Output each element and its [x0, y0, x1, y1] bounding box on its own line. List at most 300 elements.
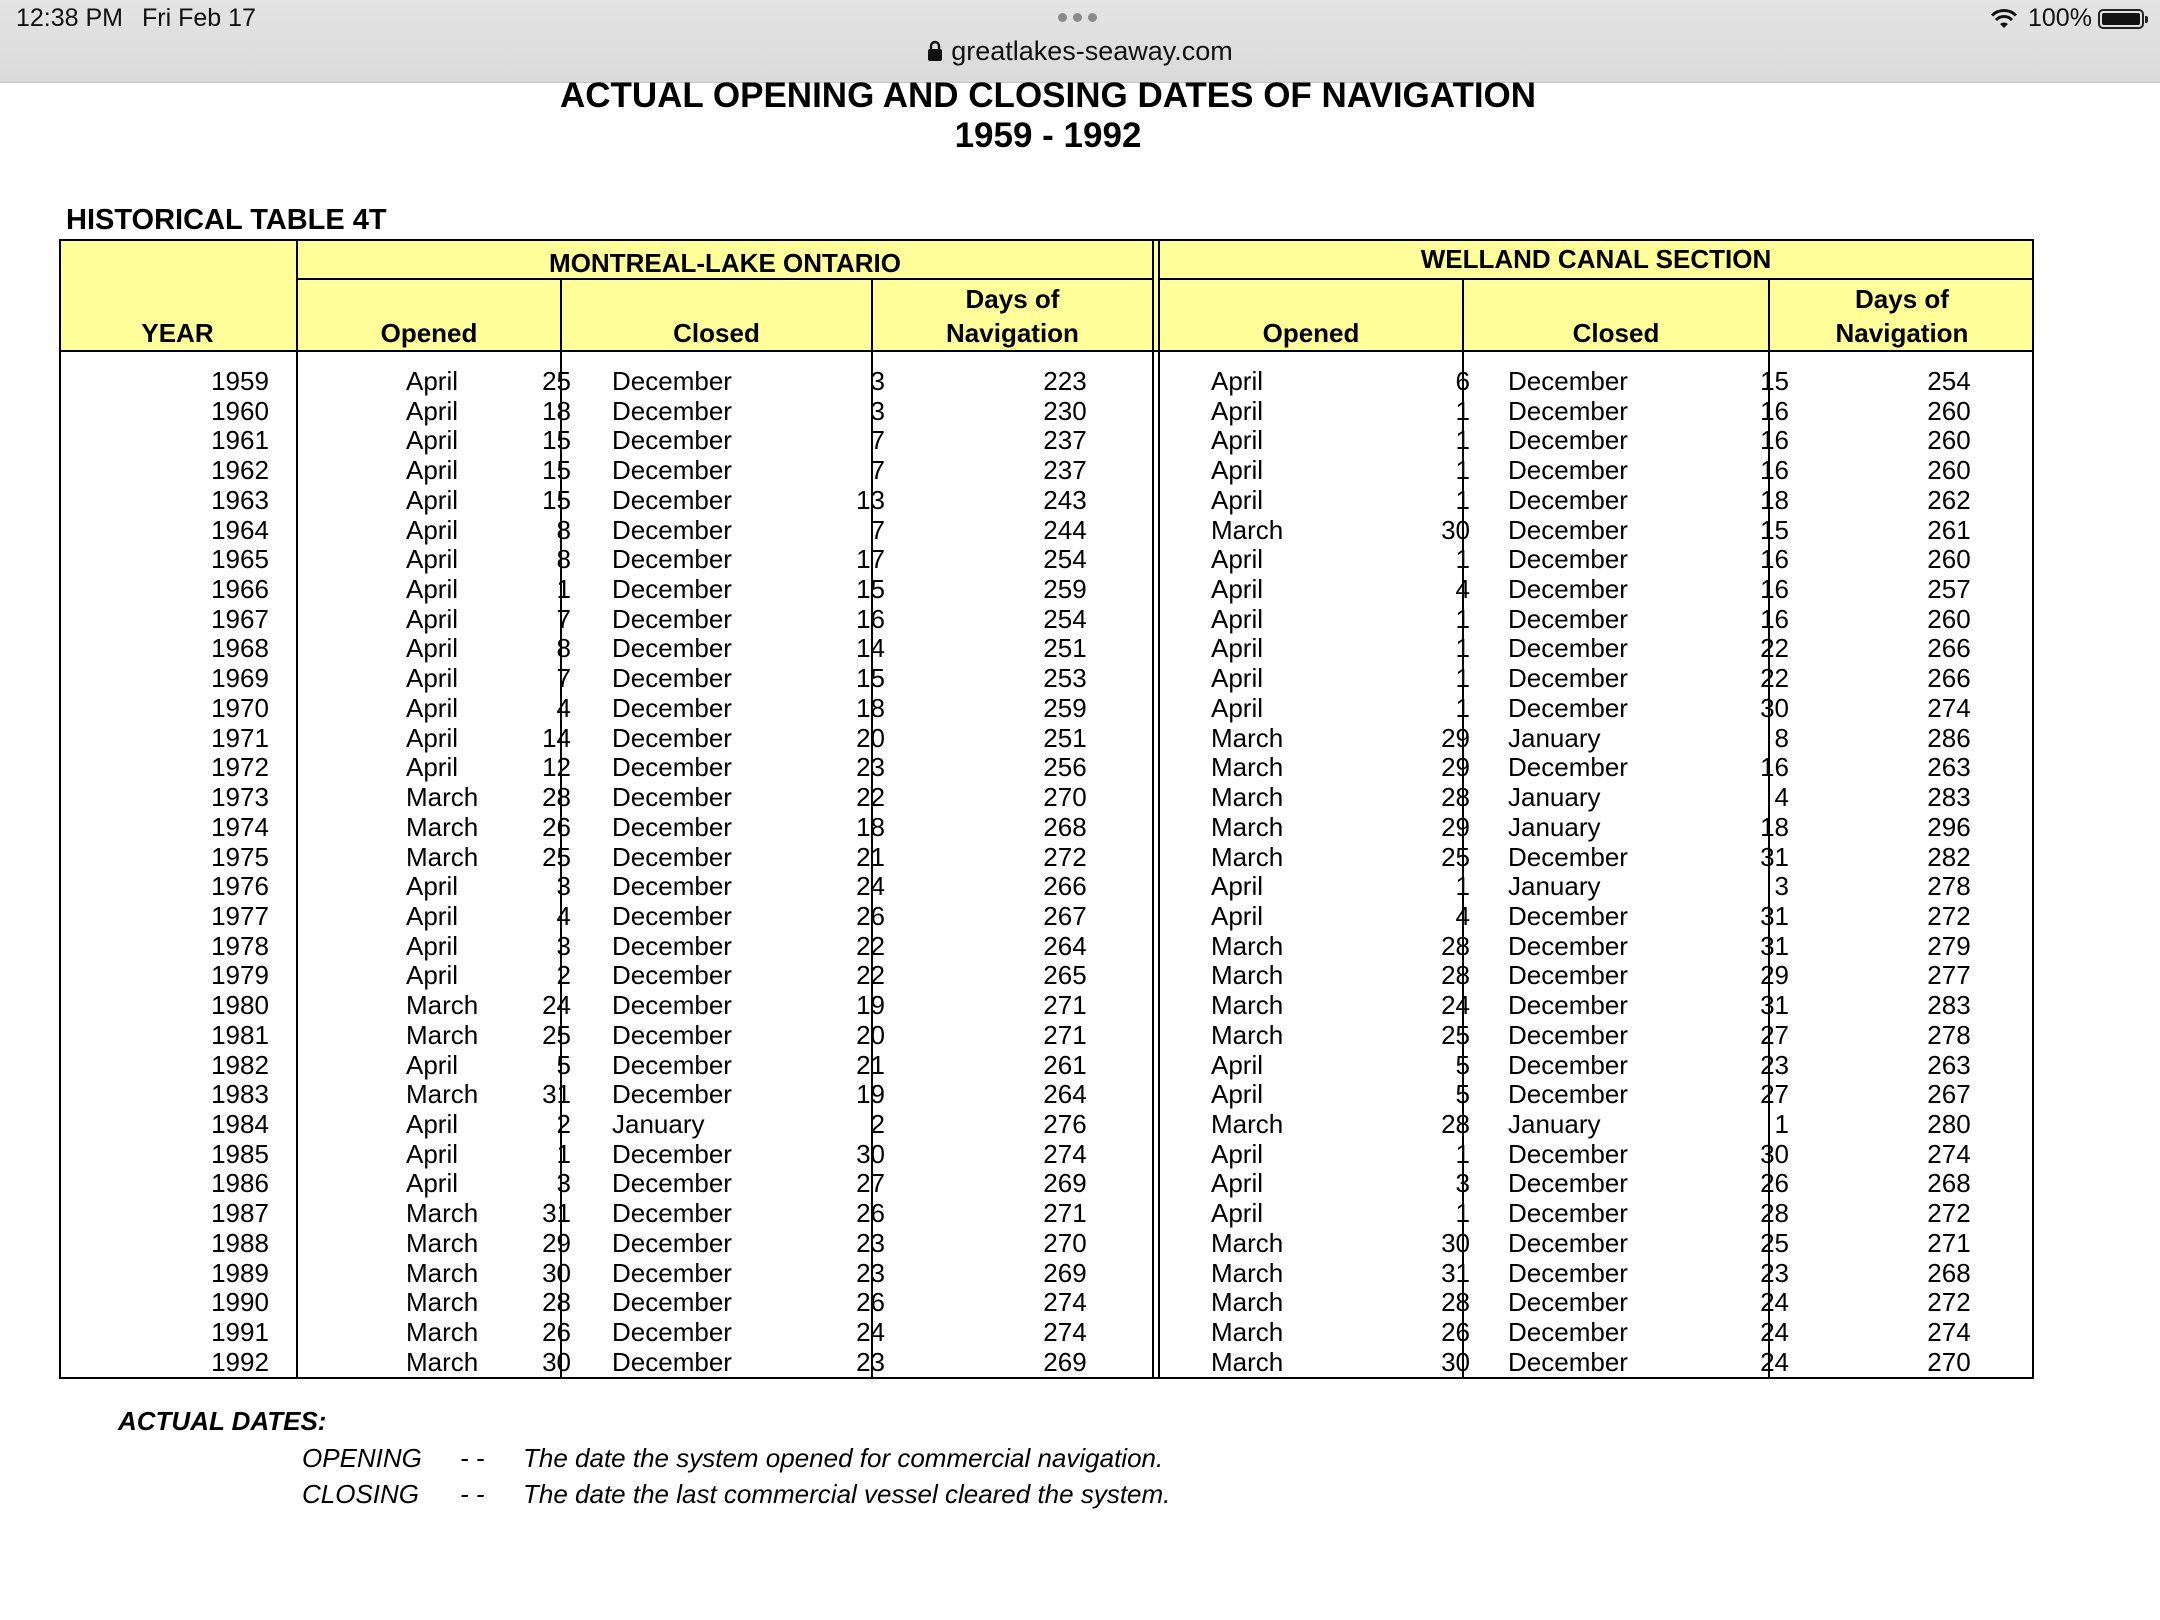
wel-closed-month-cell: December [1508, 544, 1628, 575]
group-divider-line [1159, 278, 2034, 280]
year-cell: 1961 [211, 425, 269, 456]
mlo-opened-day-cell: 4 [556, 692, 571, 723]
mlo-closed-day-cell: 23 [856, 1227, 885, 1258]
wel-closed-day-cell: 1 [1774, 1108, 1789, 1139]
mlo-closed-month-cell: December [612, 782, 732, 813]
year-cell: 1962 [211, 455, 269, 486]
table-row [59, 842, 2034, 872]
mlo-opened-month-cell: March [406, 990, 479, 1021]
wel-days-cell: 257 [1927, 574, 1971, 605]
mlo-opened-day-cell: 31 [542, 1079, 571, 1110]
wel-opened-day-cell: 26 [1441, 1317, 1470, 1347]
page-title: ACTUAL OPENING AND CLOSING DATES OF NAVIGATION [559, 76, 1537, 115]
wel-closed-day-cell: 16 [1760, 603, 1789, 634]
mlo-days-cell: 264 [1043, 930, 1087, 961]
mlo-days-cell: 223 [1043, 366, 1087, 396]
mlo-opened-day-cell: 2 [556, 960, 571, 991]
mlo-opened-month-cell: April [406, 871, 459, 902]
wel-closed-day-cell: 30 [1760, 692, 1789, 723]
year-cell: 1981 [211, 1019, 269, 1050]
mlo-closed-day-cell: 14 [856, 633, 885, 664]
wel-opened-day-cell: 1 [1455, 544, 1470, 575]
mlo-closed-month-cell: December [612, 1138, 732, 1169]
mlo-days-cell: 271 [1043, 1019, 1087, 1050]
wel-opened-day-cell: 5 [1455, 1079, 1470, 1110]
mlo-opened-month-cell: April [406, 900, 459, 931]
wel-opened-month-cell: March [1211, 811, 1284, 842]
mlo-closed-day-cell: 23 [856, 1346, 885, 1377]
mlo-days-cell: 267 [1043, 900, 1087, 931]
mlo-closed-month-cell: December [612, 663, 732, 694]
year-cell: 1992 [211, 1346, 269, 1377]
column-header-closed: Closed [673, 318, 760, 348]
wel-opened-month-cell: April [1211, 1049, 1264, 1080]
wel-closed-month-cell: December [1508, 1257, 1628, 1288]
mlo-closed-day-cell: 13 [856, 484, 885, 515]
mlo-opened-month-cell: March [406, 1198, 479, 1229]
wel-closed-day-cell: 23 [1760, 1049, 1789, 1080]
mlo-opened-day-cell: 15 [542, 425, 571, 456]
wel-closed-day-cell: 24 [1760, 1317, 1789, 1347]
wel-opened-day-cell: 1 [1455, 395, 1470, 426]
mlo-opened-month-cell: April [406, 752, 459, 783]
wel-closed-day-cell: 25 [1760, 1227, 1789, 1258]
wel-opened-day-cell: 28 [1441, 930, 1470, 961]
mlo-days-cell: 274 [1043, 1287, 1087, 1318]
mlo-opened-day-cell: 1 [556, 574, 571, 605]
mlo-opened-month-cell: April [406, 1108, 459, 1139]
mlo-closed-month-cell: December [612, 1227, 732, 1258]
wel-closed-month-cell: December [1508, 841, 1628, 872]
battery-percent: 100% [2028, 4, 2092, 32]
wel-opened-month-cell: April [1211, 663, 1264, 694]
mlo-days-cell: 269 [1043, 1346, 1087, 1377]
mlo-closed-month-cell: December [612, 395, 732, 426]
status-time: 12:38 PM [16, 4, 124, 32]
mlo-opened-day-cell: 3 [556, 871, 571, 902]
mlo-opened-day-cell: 7 [556, 663, 571, 694]
mlo-opened-month-cell: April [406, 633, 459, 664]
column-header-opened-welland: Opened [1262, 318, 1360, 348]
mlo-days-cell: 244 [1043, 514, 1087, 545]
wel-closed-day-cell: 23 [1760, 1257, 1789, 1288]
mlo-closed-month-cell: December [612, 1168, 732, 1199]
wel-opened-day-cell: 1 [1455, 692, 1470, 723]
wel-closed-month-cell: December [1508, 574, 1628, 605]
year-cell: 1971 [211, 722, 269, 753]
table-row [59, 723, 2034, 753]
mlo-closed-day-cell: 7 [870, 425, 885, 456]
mlo-opened-month-cell: April [406, 722, 459, 753]
wel-closed-month-cell: December [1508, 455, 1628, 486]
wel-closed-month-cell: December [1508, 960, 1628, 991]
table-row [59, 1258, 2034, 1288]
group-header-welland: WELLAND CANAL SECTION [1420, 244, 1772, 274]
wel-opened-month-cell: March [1211, 752, 1284, 783]
mlo-opened-month-cell: April [406, 1138, 459, 1169]
mlo-opened-day-cell: 5 [556, 1049, 571, 1080]
mlo-opened-day-cell: 31 [542, 1198, 571, 1229]
year-cell: 1988 [211, 1227, 269, 1258]
table-row [59, 693, 2034, 723]
year-cell: 1991 [211, 1317, 269, 1347]
wel-closed-month-cell: December [1508, 900, 1628, 931]
mlo-days-cell: 274 [1043, 1317, 1087, 1347]
wel-days-cell: 260 [1927, 455, 1971, 486]
note-opening-text: The date the system opened for commercial navigation. [523, 1443, 1164, 1473]
wel-closed-month-cell: December [1508, 1287, 1628, 1318]
header-bottom-line [59, 350, 2034, 352]
mlo-days-cell: 266 [1043, 871, 1087, 902]
mlo-closed-day-cell: 30 [856, 1138, 885, 1169]
wel-closed-month-cell: January [1508, 722, 1601, 753]
wel-closed-day-cell: 4 [1774, 782, 1789, 813]
wel-opened-day-cell: 28 [1441, 1108, 1470, 1139]
wel-opened-day-cell: 5 [1455, 1049, 1470, 1080]
mlo-closed-day-cell: 15 [856, 574, 885, 605]
wel-closed-month-cell: December [1508, 1168, 1628, 1199]
mlo-opened-day-cell: 14 [542, 722, 571, 753]
mlo-opened-day-cell: 2 [556, 1108, 571, 1139]
mlo-days-cell: 270 [1043, 782, 1087, 813]
mlo-closed-day-cell: 7 [870, 514, 885, 545]
mlo-days-cell: 251 [1043, 722, 1087, 753]
mlo-closed-day-cell: 16 [856, 603, 885, 634]
wel-opened-month-cell: April [1211, 574, 1264, 605]
wel-opened-month-cell: March [1211, 1227, 1284, 1258]
column-header-days-line1: Days of [965, 284, 1060, 314]
mlo-opened-day-cell: 30 [542, 1346, 571, 1377]
mlo-closed-day-cell: 19 [856, 990, 885, 1021]
year-cell: 1986 [211, 1168, 269, 1199]
year-cell: 1979 [211, 960, 269, 991]
wel-opened-month-cell: March [1211, 722, 1284, 753]
wel-closed-day-cell: 31 [1760, 990, 1789, 1021]
mlo-opened-day-cell: 8 [556, 514, 571, 545]
wel-opened-day-cell: 25 [1441, 1019, 1470, 1050]
wel-days-cell: 279 [1927, 930, 1971, 961]
mlo-opened-month-cell: April [406, 1168, 459, 1199]
wel-days-cell: 286 [1927, 722, 1971, 753]
wel-opened-month-cell: March [1211, 930, 1284, 961]
mlo-days-cell: 254 [1043, 544, 1087, 575]
mlo-days-cell: 254 [1043, 603, 1087, 634]
mlo-opened-month-cell: April [406, 1049, 459, 1080]
mlo-days-cell: 264 [1043, 1079, 1087, 1110]
wel-closed-day-cell: 31 [1760, 900, 1789, 931]
mlo-closed-month-cell: December [612, 603, 732, 634]
wel-days-cell: 274 [1927, 1138, 1971, 1169]
wel-opened-day-cell: 30 [1441, 514, 1470, 545]
wel-closed-day-cell: 16 [1760, 455, 1789, 486]
mlo-closed-month-cell: December [612, 930, 732, 961]
wel-closed-month-cell: December [1508, 1227, 1628, 1258]
battery-icon [2098, 9, 2144, 29]
wel-opened-day-cell: 3 [1455, 1168, 1470, 1199]
wel-opened-day-cell: 1 [1455, 1138, 1470, 1169]
mlo-closed-month-cell: December [612, 900, 732, 931]
wel-closed-month-cell: December [1508, 1079, 1628, 1110]
wel-opened-month-cell: April [1211, 544, 1264, 575]
wel-days-cell: 274 [1927, 692, 1971, 723]
mlo-opened-month-cell: April [406, 692, 459, 723]
mlo-opened-day-cell: 7 [556, 603, 571, 634]
mlo-days-cell: 269 [1043, 1168, 1087, 1199]
mlo-opened-month-cell: April [406, 544, 459, 575]
wel-closed-day-cell: 30 [1760, 1138, 1789, 1169]
mlo-closed-month-cell: December [612, 1198, 732, 1229]
mlo-closed-day-cell: 20 [856, 722, 885, 753]
table-row [59, 396, 2034, 426]
year-cell: 1980 [211, 990, 269, 1021]
wel-days-cell: 271 [1927, 1227, 1971, 1258]
wel-days-cell: 283 [1927, 990, 1971, 1021]
table-row [59, 574, 2034, 604]
mlo-closed-month-cell: December [612, 1049, 732, 1080]
table-row [59, 485, 2034, 515]
table-row [59, 1079, 2034, 1109]
note-opening-term: OPENING [302, 1443, 422, 1473]
mlo-opened-day-cell: 25 [542, 1019, 571, 1050]
year-cell: 1973 [211, 782, 269, 813]
wel-closed-day-cell: 24 [1760, 1346, 1789, 1377]
mlo-closed-month-cell: December [612, 1079, 732, 1110]
table-row [59, 366, 2034, 396]
wel-opened-month-cell: April [1211, 603, 1264, 634]
wel-opened-month-cell: March [1211, 782, 1284, 813]
mlo-days-cell: 271 [1043, 990, 1087, 1021]
wel-opened-month-cell: April [1211, 1138, 1264, 1169]
mlo-days-cell: 272 [1043, 841, 1087, 872]
wel-days-cell: 260 [1927, 395, 1971, 426]
address-bar[interactable] [0, 36, 2160, 69]
mlo-opened-day-cell: 4 [556, 900, 571, 931]
wel-opened-month-cell: April [1211, 633, 1264, 664]
wel-opened-month-cell: April [1211, 1198, 1264, 1229]
wel-closed-day-cell: 22 [1760, 663, 1789, 694]
wel-opened-month-cell: March [1211, 960, 1284, 991]
mlo-opened-month-cell: April [406, 574, 459, 605]
mlo-days-cell: 259 [1043, 692, 1087, 723]
year-cell: 1987 [211, 1198, 269, 1229]
mlo-closed-month-cell: December [612, 1019, 732, 1050]
mlo-opened-month-cell: April [406, 603, 459, 634]
wel-opened-month-cell: March [1211, 1287, 1284, 1318]
wel-closed-day-cell: 3 [1774, 871, 1789, 902]
wel-opened-day-cell: 1 [1455, 455, 1470, 486]
wel-days-cell: 270 [1927, 1346, 1971, 1377]
table-row [59, 663, 2034, 693]
status-date: Fri Feb 17 [142, 4, 256, 32]
wel-days-cell: 268 [1927, 1168, 1971, 1199]
mlo-closed-month-cell: December [612, 1257, 732, 1288]
mlo-closed-month-cell: December [612, 811, 732, 842]
wel-opened-month-cell: April [1211, 484, 1264, 515]
year-cell: 1967 [211, 603, 269, 634]
mlo-closed-day-cell: 20 [856, 1019, 885, 1050]
wel-opened-month-cell: March [1211, 1108, 1284, 1139]
wel-closed-day-cell: 27 [1760, 1019, 1789, 1050]
wel-days-cell: 263 [1927, 752, 1971, 783]
mlo-days-cell: 265 [1043, 960, 1087, 991]
mlo-closed-month-cell: January [612, 1108, 705, 1139]
mlo-closed-day-cell: 3 [870, 366, 885, 396]
mlo-closed-month-cell: December [612, 752, 732, 783]
table-row [59, 752, 2034, 782]
wel-closed-month-cell: January [1508, 1108, 1601, 1139]
wel-closed-month-cell: December [1508, 1049, 1628, 1080]
wel-days-cell: 268 [1927, 1257, 1971, 1288]
wel-closed-day-cell: 31 [1760, 841, 1789, 872]
wel-closed-month-cell: January [1508, 782, 1601, 813]
wel-closed-month-cell: December [1508, 603, 1628, 634]
wel-closed-month-cell: December [1508, 514, 1628, 545]
mlo-opened-day-cell: 26 [542, 1317, 571, 1347]
wel-closed-day-cell: 27 [1760, 1079, 1789, 1110]
mlo-closed-day-cell: 24 [856, 1317, 885, 1347]
wel-opened-day-cell: 31 [1441, 1257, 1470, 1288]
wel-closed-month-cell: December [1508, 425, 1628, 456]
wel-opened-month-cell: April [1211, 871, 1264, 902]
wel-closed-day-cell: 16 [1760, 425, 1789, 456]
wel-closed-day-cell: 24 [1760, 1287, 1789, 1318]
wel-closed-day-cell: 22 [1760, 633, 1789, 664]
mlo-closed-month-cell: December [612, 514, 732, 545]
mlo-days-cell: 253 [1043, 663, 1087, 694]
wel-days-cell: 267 [1927, 1079, 1971, 1110]
year-cell: 1974 [211, 811, 269, 842]
mlo-opened-month-cell: April [406, 514, 459, 545]
table-row [59, 871, 2034, 901]
mlo-closed-month-cell: December [612, 1317, 732, 1347]
mlo-closed-day-cell: 22 [856, 930, 885, 961]
year-cell: 1982 [211, 1049, 269, 1080]
page-subtitle: 1959 - 1992 [954, 116, 1142, 155]
mlo-opened-month-cell: March [406, 1227, 479, 1258]
mlo-closed-month-cell: December [612, 692, 732, 723]
mlo-opened-month-cell: March [406, 1257, 479, 1288]
wel-opened-day-cell: 28 [1441, 782, 1470, 813]
table-row [59, 425, 2034, 455]
wel-closed-day-cell: 18 [1760, 811, 1789, 842]
wel-opened-month-cell: March [1211, 514, 1284, 545]
mlo-days-cell: 237 [1043, 425, 1087, 456]
wel-closed-month-cell: December [1508, 1346, 1628, 1377]
table-row [59, 901, 2034, 931]
wel-days-cell: 260 [1927, 603, 1971, 634]
wel-opened-day-cell: 29 [1441, 722, 1470, 753]
wel-opened-month-cell: April [1211, 366, 1264, 396]
wel-closed-day-cell: 18 [1760, 484, 1789, 515]
year-cell: 1970 [211, 692, 269, 723]
mlo-days-cell: 256 [1043, 752, 1087, 783]
year-cell: 1966 [211, 574, 269, 605]
wel-opened-month-cell: April [1211, 455, 1264, 486]
wel-days-cell: 260 [1927, 425, 1971, 456]
mlo-opened-day-cell: 8 [556, 544, 571, 575]
wel-opened-month-cell: April [1211, 425, 1264, 456]
wel-days-cell: 296 [1927, 811, 1971, 842]
mlo-opened-month-cell: March [406, 1317, 479, 1347]
mlo-opened-month-cell: March [406, 1287, 479, 1318]
mlo-opened-day-cell: 18 [542, 395, 571, 426]
wel-opened-month-cell: March [1211, 1257, 1284, 1288]
year-cell: 1965 [211, 544, 269, 575]
mlo-days-cell: 274 [1043, 1138, 1087, 1169]
wel-opened-day-cell: 1 [1455, 663, 1470, 694]
wel-opened-day-cell: 24 [1441, 990, 1470, 1021]
wel-days-cell: 277 [1927, 960, 1971, 991]
wel-opened-day-cell: 1 [1455, 871, 1470, 902]
mlo-closed-day-cell: 26 [856, 1198, 885, 1229]
mlo-days-cell: 259 [1043, 574, 1087, 605]
mlo-opened-day-cell: 28 [542, 1287, 571, 1318]
year-cell: 1985 [211, 1138, 269, 1169]
mlo-days-cell: 276 [1043, 1108, 1087, 1139]
mlo-opened-month-cell: April [406, 455, 459, 486]
mlo-closed-day-cell: 22 [856, 960, 885, 991]
wel-closed-month-cell: December [1508, 366, 1628, 396]
mlo-closed-month-cell: December [612, 1287, 732, 1318]
wel-opened-month-cell: April [1211, 692, 1264, 723]
wel-opened-day-cell: 29 [1441, 752, 1470, 783]
wel-opened-day-cell: 28 [1441, 960, 1470, 991]
note-closing-text: The date the last commercial vessel cleared the system. [523, 1479, 1171, 1509]
wel-opened-day-cell: 1 [1455, 603, 1470, 634]
year-cell: 1989 [211, 1257, 269, 1288]
column-header-days-line2: Navigation [1835, 318, 1969, 348]
mlo-opened-month-cell: March [406, 782, 479, 813]
mlo-opened-month-cell: April [406, 395, 459, 426]
mlo-closed-day-cell: 15 [856, 663, 885, 694]
mlo-closed-month-cell: December [612, 544, 732, 575]
mlo-closed-day-cell: 19 [856, 1079, 885, 1110]
mlo-opened-day-cell: 28 [542, 782, 571, 813]
year-cell: 1960 [211, 395, 269, 426]
table-row [59, 1139, 2034, 1169]
column-header-days-welland [1770, 282, 2034, 350]
mlo-days-cell: 269 [1043, 1257, 1087, 1288]
mlo-closed-day-cell: 7 [870, 455, 885, 486]
mlo-opened-month-cell: April [406, 425, 459, 456]
wel-closed-month-cell: December [1508, 1317, 1628, 1347]
column-header-days-line1: Days of [1855, 284, 1949, 314]
wel-closed-month-cell: December [1508, 692, 1628, 723]
year-cell: 1963 [211, 484, 269, 515]
wel-opened-month-cell: April [1211, 1079, 1264, 1110]
mlo-closed-day-cell: 21 [856, 1049, 885, 1080]
mlo-opened-month-cell: April [406, 930, 459, 961]
mlo-days-cell: 230 [1043, 395, 1087, 426]
table-row [59, 604, 2034, 634]
year-cell: 1972 [211, 752, 269, 783]
mlo-days-cell: 251 [1043, 633, 1087, 664]
year-cell: 1976 [211, 871, 269, 902]
year-cell: 1964 [211, 514, 269, 545]
table-row [59, 1109, 2034, 1139]
year-cell: 1983 [211, 1079, 269, 1110]
table-row [59, 782, 2034, 812]
wel-closed-month-cell: December [1508, 752, 1628, 783]
mlo-closed-day-cell: 27 [856, 1168, 885, 1199]
mlo-closed-month-cell: December [612, 871, 732, 902]
wel-opened-day-cell: 1 [1455, 633, 1470, 664]
mlo-closed-day-cell: 23 [856, 1257, 885, 1288]
table-label: HISTORICAL TABLE 4T [66, 204, 387, 236]
multitasking-dots-icon[interactable] [1058, 13, 1097, 22]
wel-days-cell: 261 [1927, 514, 1971, 545]
mlo-opened-month-cell: April [406, 663, 459, 694]
